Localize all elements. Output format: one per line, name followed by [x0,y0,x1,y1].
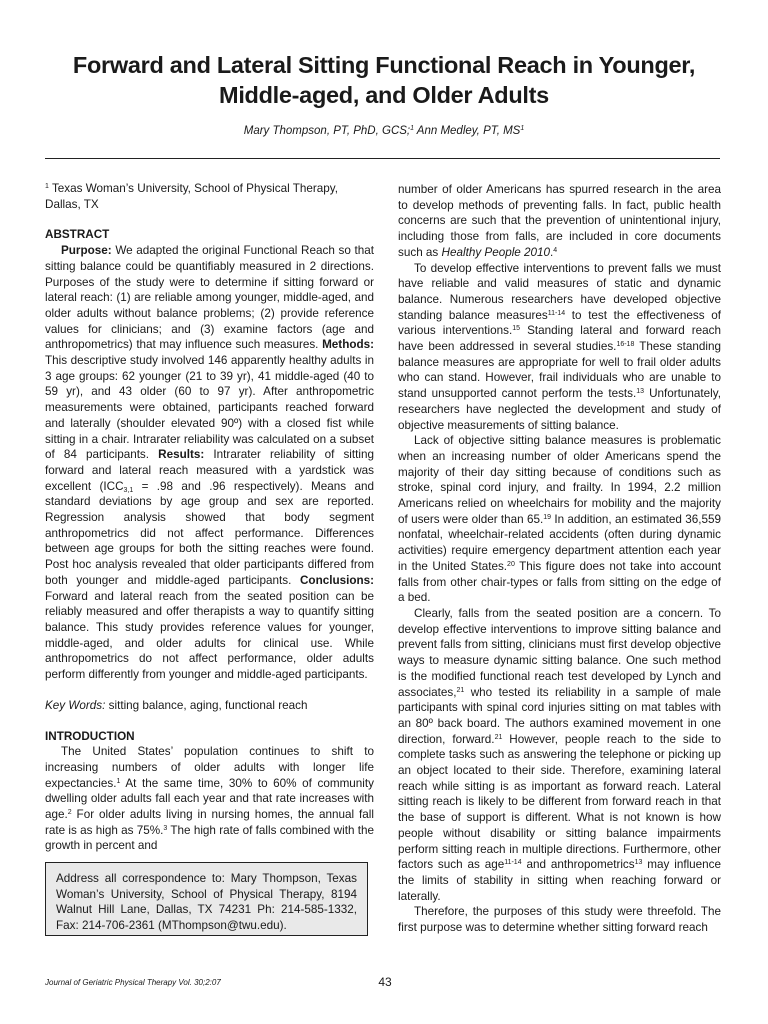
citation: 13 [636,388,645,396]
text: . [550,245,554,259]
author-1-affil-mark: 1 [410,125,415,132]
keywords-label: Key Words: [45,698,106,712]
abstract-body [45,243,374,683]
citation: 19 [543,513,552,521]
intro-text-2: At the same time, 30% to 60% of community dwelling older adults fall each year and that rate increases with age. [45,776,374,822]
citation: 11-14 [504,859,522,867]
text: Lack of objective sitting balance measures is problematic when an increasing number of older Americans spend the majority of their day sitting because of conditions such as stroke, spinal cord injury, and frailty. In 1994, 2.2 million Americans relied on wheelchairs for mobility and the majority of users were older than 65. [398,434,721,526]
results-text: Intrarater reliability of sitting forward and lateral reach measured with a yardstick was excellent (ICC [45,448,374,493]
right-paragraph-5: Therefore, the purposes of this study were threefold. The first purpose was to determine whether sitting forward reach [398,905,721,935]
citation: 21 [494,733,503,741]
citation: 3 [163,824,168,832]
keywords-text: sitting balance, aging, functional reach [105,698,308,712]
methods-text: This descriptive study involved 146 apparently healthy adults in 3 age groups: 62 younger (21 to 39 yr), 41 middle-aged (40 to 59 yr), and 43 older (60 to 97 yr). After anthropometric measurements were obtained, participants reached forward and laterally (shoulder elevated 90º) with a closed fist while sitting in a chair. Intrarater reliability was calculated on a subset of 84 participants. [45,354,374,462]
citation: 21 [456,686,465,694]
methods-label: Methods: [322,338,374,352]
results-text-cont: = .98 and .96 respectively). Means and standard deviations by age group and sex are reported. Regression analysis showed that body segment anthropometrics did not affect performance. Differences between age groups for both the sitting reaches were found. Post hoc analysis revealed that older participants differed from both younger and middle-aged participants. [45,479,374,587]
text: In addition, an estimated 36,559 nonfatal, wheelchair-related accidents (often during dynamic activities) require emergency department attention each year in the United States. [398,512,721,573]
text: To develop effective interventions to prevent falls we must have reliable and valid measures of static and dynamic balance. Numerous researchers have developed objective standing balance measures [398,261,721,322]
author-line [40,125,728,137]
text: may influence the limits of stability in sitting when reaching forward or laterally. [398,858,722,903]
healthy-people-title: Healthy People 2010 [441,245,551,259]
icc-subscript: 3,1 [123,486,134,494]
text: who tested its reliability in a sample of male participants with spinal cord injuries sitting on mat tables with an 80º back board. The authors examined movement in one direction, forward. [398,685,721,746]
affiliation [45,181,374,212]
title-divider [45,158,720,159]
citation: 2 [67,809,72,817]
results-label: Results: [158,448,205,462]
citation: 13 [634,859,643,867]
author-1: Mary Thompson, PT, PhD, GCS; [243,125,411,137]
right-column [398,182,721,936]
text: and anthropometrics [521,858,635,872]
author-2: Ann Medley, PT, MS [414,125,521,137]
article-title: Forward and Lateral Sitting Functional Reach in Younger, Middle-aged, and Older Adults [72,52,696,108]
citation: 11-14 [547,309,566,317]
introduction-paragraph [45,744,374,854]
text: to test the effectiveness of various interventions. [398,308,721,338]
right-paragraph-2 [398,261,721,434]
correspondence-box: Address all correspondence to: Mary Thompson, Texas Woman’s University, School of Physical Therapy, 8194 Walnut Hill Lane, Dallas, TX 74231 Ph: 214-585-1332, Fax: 214-706-2361 (MThompson@twu.edu). [45,862,368,936]
conclusions-label: Conclusions: [299,573,375,587]
intro-text-3: For older adults living in nursing homes, the annual fall rate is as high as 75%. [45,808,374,837]
citation: 1 [116,777,121,785]
affiliation-mark: 1 [45,183,49,190]
citation: 15 [512,325,521,333]
text: Unfortunately, researchers have neglected the development and study of objective measurements of sitting balance. [398,387,721,432]
keywords [45,698,374,714]
abstract-heading: ABSTRACT [45,228,110,242]
text: Standing lateral and forward reach have been addressed in several studies. [398,324,721,354]
journal-footer: Journal of Geriatric Physical Therapy Vol. 30;2:07 [45,978,221,987]
citation: 4 [553,246,558,254]
right-paragraph-4 [398,606,721,904]
text: This figure does not take into account falls from other chair-types or falls from sitting on the edge of a bed. [398,559,721,605]
left-column [45,181,374,854]
text: However, people reach to the side to complete tasks such as answering the telephone or picking up an object located to their side. Therefore, examining lateral reach while sitting is as important as forward reach. Lateral sitting reach is likely to be different from forward reach in that the base of support is different. What is not known is how people without disability or sitting balance impairments perform sitting reach in multiple directions. Furthermore, other factors such as age [398,732,721,872]
purpose-text: We adapted the original Functional Reach so that sitting balance could be quantifiably measured in 2 directions. Purposes of the study were to determine if sitting forward or lateral reach: (1) are reliable among younger, middle-aged, and older adults without balance problems; (2) provide reference values for clinicians; and (3) examine factors (age and anthropometrics) that may influence such measures. [45,244,374,352]
right-paragraph-1 [398,182,721,261]
conclusions-text: Forward and lateral reach from the seated position can be reliably measured and offer therapists a way to quantify sitting balance. This study provides reference values for younger, middle-aged, and older adults for clinical use. While anthropometrics do not affect performance, older adults perform differently from younger and middle-aged participants. [45,589,374,682]
intro-text-4: The high rate of falls combined with the growth in percent and [45,823,374,853]
introduction-heading: INTRODUCTION [45,729,135,743]
text: number of older Americans has spurred research in the area to develop methods of preventing falls. In fact, public health concerns are such that the prevention of unintentional injury, including those from falls, are included in core documents such as [398,183,721,259]
right-paragraph-3 [398,433,721,606]
purpose-label: Purpose: [61,244,112,258]
citation: 16-18 [616,341,635,349]
text: These standing balance measures are appropriate for well to frail older adults who can stand. However, frail individuals who are unable to stand unsupported cannot perform the tests. [398,340,721,401]
affiliation-text: Texas Woman’s University, School of Physical Therapy, Dallas, TX [45,182,338,211]
author-2-affil-mark: 1 [520,125,525,132]
citation: 20 [507,560,515,568]
page-number: 43 [378,975,392,989]
intro-text-1: The United States’ population continues to shift to increasing numbers of older adults with longer life expectancies. [45,745,374,790]
text: Clearly, falls from the seated position are a concern. To develop effective interventions to improve sitting balance and prevent falls from sitting, clinicians must first develop objective ways to measure dynamic sitting balance. One such method is the modified functional reach test developed by Lynch and associates, [398,606,721,699]
